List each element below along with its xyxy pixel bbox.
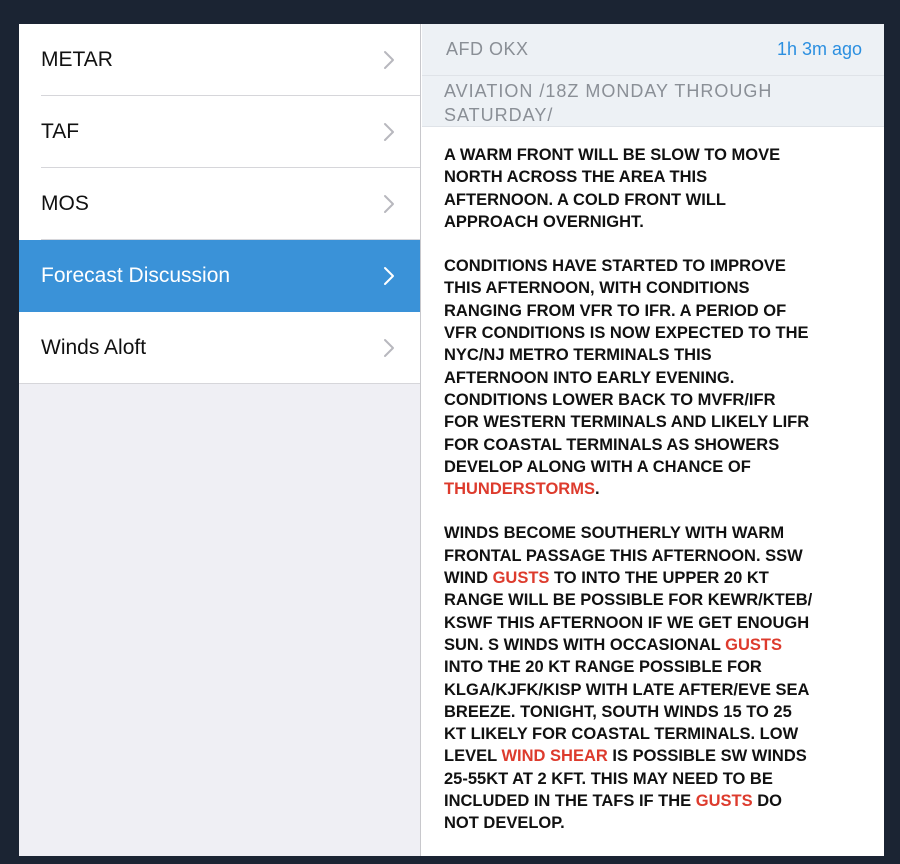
highlighted-term[interactable]: GUSTS bbox=[492, 569, 550, 588]
menu-item-label: Winds Aloft bbox=[41, 336, 147, 359]
detail-pane bbox=[422, 24, 884, 856]
discussion-text bbox=[422, 127, 884, 835]
highlighted-term[interactable]: GUSTS bbox=[695, 792, 753, 811]
product-title: AFD OKX bbox=[446, 39, 529, 59]
highlighted-term[interactable]: WIND SHEAR bbox=[501, 747, 608, 766]
highlighted-term[interactable]: THUNDERSTORMS bbox=[444, 480, 595, 499]
discussion-paragraph bbox=[444, 255, 864, 500]
discussion-paragraph bbox=[444, 144, 864, 233]
chevron-right-icon bbox=[382, 265, 396, 287]
menu-item-label: Forecast Discussion bbox=[41, 264, 231, 287]
paragraph-text: WINDS BECOME SOUTHERLY WITH WARM FRONTAL PASSAGE THIS AFTERNOON. SSW WIND bbox=[444, 524, 803, 588]
menu-item-winds-aloft[interactable] bbox=[19, 312, 420, 384]
menu-item-mos[interactable] bbox=[19, 168, 420, 240]
product-menu bbox=[19, 24, 420, 384]
section-title: AVIATION /18Z MONDAY THROUGH SATURDAY/ bbox=[422, 76, 884, 127]
chevron-right-icon bbox=[382, 193, 396, 215]
chevron-right-icon bbox=[382, 337, 396, 359]
paragraph-text: TO INTO THE UPPER 20 KT RANGE WILL BE POSSIBLE FOR KEWR/KTEB/ KSWF THIS AFTERNOON IF WE GET ENOUGH SUN. S WINDS WITH OCCASIONAL bbox=[444, 569, 813, 654]
discussion-paragraph bbox=[444, 522, 864, 834]
paragraph-text: DO NOT DEVELOP. bbox=[444, 792, 782, 833]
paragraph-text: . bbox=[594, 480, 600, 499]
paragraph-text: CONDITIONS HAVE STARTED TO IMPROVE THIS AFTERNOON, WITH CONDITIONS RANGING FROM VFR TO IFR. A PERIOD OF VFR CONDITIONS IS NOW EXPECTED TO THE NYC/NJ METRO TERMINALS THIS AFTERNOON INTO EARLY EVENING. CONDITIONS LOWER BACK TO MVFR/IFR FOR WESTERN TERMINALS AND LIKELY LIFR FOR COASTAL TERMINALS AS SHOWERS DEVELOP ALONG WITH A CHANCE OF bbox=[444, 257, 810, 476]
detail-header bbox=[422, 24, 884, 76]
menu-item-forecast-discussion[interactable] bbox=[19, 240, 420, 312]
menu-item-label: MOS bbox=[41, 192, 89, 215]
menu-item-taf[interactable] bbox=[19, 96, 420, 168]
chevron-right-icon bbox=[382, 121, 396, 143]
highlighted-term[interactable]: GUSTS bbox=[725, 635, 782, 654]
updated-time[interactable]: 1h 3m ago bbox=[776, 39, 862, 59]
paragraph-text: A WARM FRONT WILL BE SLOW TO MOVE NORTH ACROSS THE AREA THIS AFTERNOON. A COLD FRONT WILL APPROACH OVERNIGHT. bbox=[444, 146, 781, 231]
paragraph-text: IS POSSIBLE SW WINDS 25-55KT AT 2 KFT. THIS MAY NEED TO BE INCLUDED IN THE TAFS IF THE bbox=[444, 747, 807, 811]
menu-item-metar[interactable] bbox=[19, 24, 420, 96]
menu-item-label: TAF bbox=[41, 120, 80, 143]
chevron-right-icon bbox=[382, 49, 396, 71]
menu-item-label: METAR bbox=[41, 48, 113, 71]
paragraph-text: INTO THE 20 KT RANGE POSSIBLE FOR KLGA/KJFK/KISP WITH LATE AFTER/EVE SEA BREEZE. TONIGHT, SOUTH WINDS 15 TO 25 KT LIKELY FOR COASTAL TERMINALS. LOW LEVEL bbox=[444, 658, 810, 766]
app-window bbox=[19, 24, 884, 856]
sidebar bbox=[19, 24, 421, 856]
